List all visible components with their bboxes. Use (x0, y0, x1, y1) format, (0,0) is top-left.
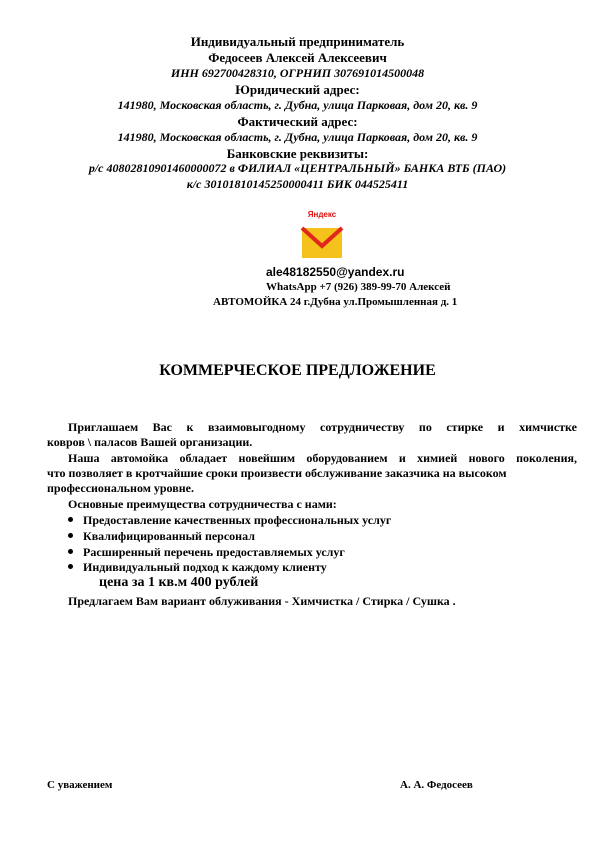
header-name: Федосеев Алексей Алексеевич (208, 50, 387, 65)
p1-line1: Приглашаем Вас к взаимовыгодному сотрудничеству по стирке и химчистке (68, 420, 577, 434)
yandex-mail-logo (299, 210, 345, 262)
bank-correspondent: к/с 30101810145250000411 БИК 044525411 (186, 177, 409, 191)
bullet-icon (68, 533, 73, 538)
p1-line2: ковров \ паласов Вашей организации. (47, 435, 253, 449)
header-entrepreneur: Индивидуальный предприниматель (190, 34, 405, 49)
envelope-icon (299, 224, 345, 260)
list-item: Предоставление качественных профессиональных услуг (68, 513, 391, 528)
actual-address-label: Фактический адрес: (237, 114, 358, 129)
contact-whatsapp: WhatsApp +7 (926) 389-99-70 Алексей (266, 281, 451, 293)
list-item: Квалифицированный персонал (68, 529, 255, 544)
p2-line1: Наша автомойка обладает новейшим оборудованием и химией нового поколения, (68, 451, 577, 465)
signature-name: А. А. Федосеев (400, 779, 473, 791)
bank-account: р/с 40802810901460000072 в ФИЛИАЛ «ЦЕНТРАЛЬНЫЙ» БАНКА ВТБ (ПАО) (88, 161, 507, 175)
page-title: КОММЕРЧЕСКОЕ ПРЕДЛОЖЕНИЕ (159, 362, 436, 379)
bullet-icon (68, 549, 73, 554)
header-inn: ИНН 692700428310, ОГРНИП 307691014500048 (170, 66, 425, 80)
p2-line3: профессиональном уровне. (47, 481, 194, 495)
offer-line: Предлагаем Вам вариант облуживания - Химчистка / Стирка / Сушка . (68, 594, 456, 608)
legal-address: 141980, Московская область, г. Дубна, улица Парковая, дом 20, кв. 9 (117, 98, 478, 112)
bullet-icon (68, 564, 73, 569)
yandex-brand-text: Яндекс (307, 210, 337, 219)
legal-address-label: Юридический адрес: (235, 82, 360, 97)
bullet-icon (68, 517, 73, 522)
actual-address: 141980, Московская область, г. Дубна, улица Парковая, дом 20, кв. 9 (117, 130, 478, 144)
contact-carwash-address: АВТОМОЙКА 24 г.Дубна ул.Промышленная д. 1 (213, 296, 458, 308)
p2-line2: что позволяет в кротчайшие сроки произвести обслуживание заказчика на высоком (47, 466, 507, 480)
benefits-intro: Основные преимущества сотрудничества с нами: (68, 497, 337, 511)
contact-email: ale48182550@yandex.ru (266, 265, 405, 279)
signature-regards: С уважением (47, 779, 113, 791)
list-item: Расширенный перечень предоставляемых услуг (68, 545, 345, 560)
price-line: цена за 1 кв.м 400 рублей (99, 575, 259, 590)
list-item: Индивидуальный подход к каждому клиенту (68, 560, 327, 575)
bank-details-label: Банковские реквизиты: (226, 146, 369, 161)
